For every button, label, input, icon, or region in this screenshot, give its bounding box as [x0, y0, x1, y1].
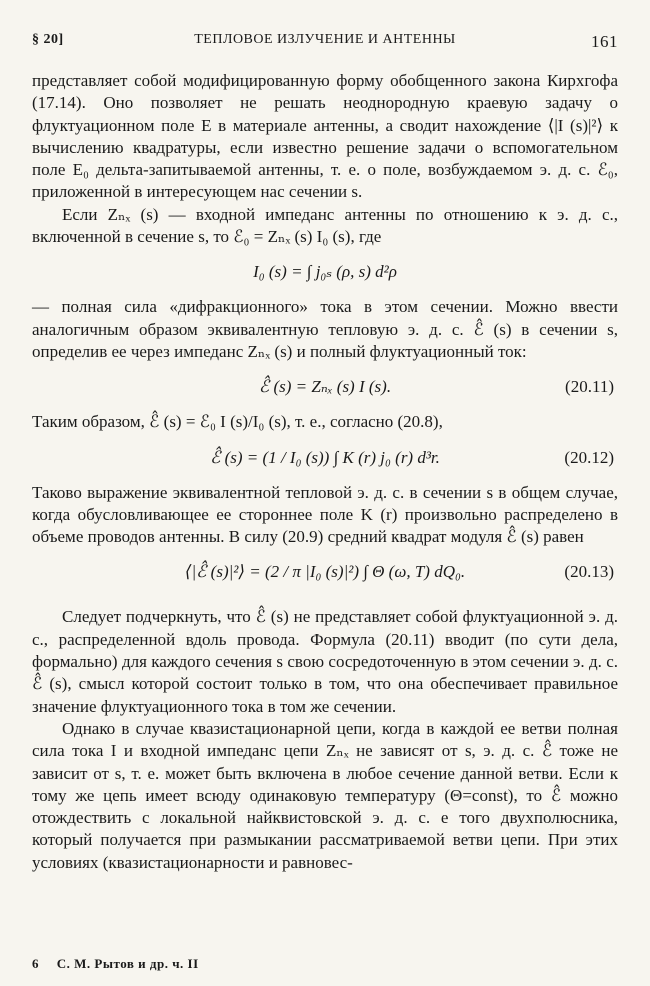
- equation-number: (20.12): [564, 447, 614, 467]
- signature-text: С. М. Рытов и др. ч. II: [56, 956, 199, 971]
- footer-signature: [32, 956, 199, 972]
- paragraph: Следует подчеркнуть, что ℰ̂ (s) не представляет собой флуктуационной э. д. с., распределенной вдоль провода. Формула (20.11) вводит (по сути дела, формально) для каждого сечения s свою сосредоточенную в этом сечении э. д. с. ℰ̂ (s), смысл которой состоит только в том, что она обеспечивает правильное значение флуктуационного тока в том же сечении.: [32, 607, 618, 716]
- paragraph: Однако в случае квазистационарной цепи, когда в каждой ее ветви полная сила тока I и входной импеданс цепи Zₙₓ не зависят от s, э. д. с. ℰ̂ тоже не зависит от s, т. е. может быть включена в любое сечение данной ветви. Если к тому же цепь имеет всюду одинаковую температуру (Θ=const), то ℰ̂ можно отождествить с локальной найквистовской э. д. с. e того двухполюсника, который получается при размыкании рассматриваемой ветви цепи. При этих условиях (квазистационарности и равновес-: [32, 718, 618, 872]
- equation-formula: ℰ̂ (s) = (1 / I₀ (s)) ∫ K (r) j₀ (r) d³r.: [210, 447, 440, 467]
- equation-formula: I₀ (s) = ∫ j₀ₛ (ρ, s) d²ρ: [253, 262, 397, 282]
- running-header: [32, 30, 618, 54]
- running-title: ТЕПЛОВОЕ ИЗЛУЧЕНИЕ И АНТЕННЫ: [194, 32, 456, 47]
- paragraph: представляет собой модифицированную форму обобщенного закона Кирхгофа (17.14). Оно позволяет не решать неоднородную краевую задачу о флуктуационном поле E в материале антенны, а сводит нахождение ⟨|I (s)|²⟩ к вычислению квадратуры, если известно решение задачи о вспомогательном поле E₀ дельта-запитываемой антенны, т. е. о поле, возбуждаемом э. д. с. ℰ₀, приложенной в интересующем нас сечении s.: [32, 71, 618, 202]
- equation-formula: ℰ̂ (s) = Zₙₓ (s) I (s).: [258, 377, 392, 397]
- page-number: 161: [591, 32, 618, 51]
- section-marker: § 20]: [32, 32, 64, 47]
- signature-number: 6: [32, 956, 39, 971]
- equation-formula: ⟨|ℰ̂ (s)|²⟩ = (2 / π |I₀ (s)|²) ∫ Θ (ω, T) dQ₀.: [184, 562, 466, 582]
- equation-20-13: [32, 554, 618, 590]
- paragraph: — полная сила «дифракционного» тока в этом сечении. Можно ввести аналогичным образом эквивалентную тепловую э. д. с. ℰ̂ (s) в сечении s, определив ее через импеданс Zₙₓ (s) и полный флуктуационный ток:: [32, 297, 618, 361]
- equation-i0: [32, 254, 618, 290]
- equation-number: (20.13): [564, 562, 614, 582]
- equation-number: (20.11): [565, 377, 614, 397]
- paragraph: Если Zₙₓ (s) — входной импеданс антенны по отношению к э. д. с., включенной в сечение s, то ℰ₀ = Zₙₓ (s) I₀ (s), где: [32, 204, 618, 247]
- page-body: [32, 70, 618, 874]
- equation-20-12: [32, 440, 618, 476]
- paragraph: Таким образом, ℰ̂ (s) = ℰ₀ I (s)/I₀ (s), т. е., согласно (20.8),: [32, 412, 443, 432]
- paragraph: Таково выражение эквивалентной тепловой э. д. с. в сечении s в общем случае, когда обусловливающее ее стороннее поле K (r) произвольно распределено в объеме проводов антенны. В силу (20.9) средний квадрат модуля ℰ̂ (s) равен: [32, 482, 618, 547]
- equation-20-11: [32, 369, 618, 405]
